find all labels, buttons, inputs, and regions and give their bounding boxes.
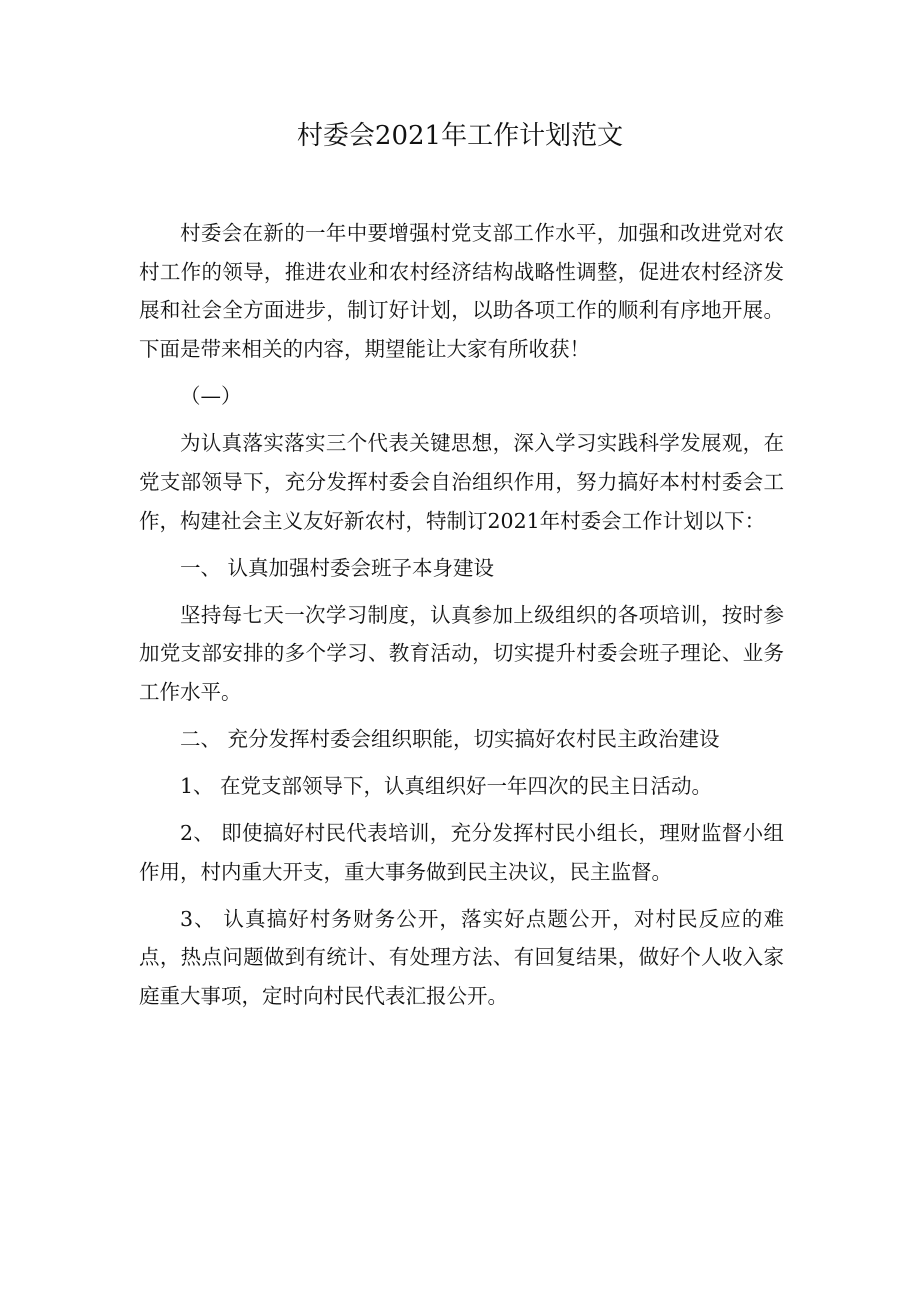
heading-section-one: 一、 认真加强村委会班子本身建设: [180, 555, 495, 580]
heading-section-two: 二、 充分发挥村委会组织职能，切实搞好农村民主政治建设: [180, 726, 720, 751]
list-item-3: 3、 认真搞好村务财务公开，落实好点题公开，对村民反应的难点，热点问题做到有统计、有处理方法、有回复结果，做好个人收入家庭重大事项，定时向村民代表汇报公开。: [139, 906, 784, 1009]
paragraph-purpose: 为认真落实落实三个代表关键思想，深入学习实践科学发展观，在党支部领导下，充分发挥村委会自治组织作用，努力搞好本村村委会工作，构建社会主义友好新农村，特制订2021年村委会工作计划以下：: [139, 431, 784, 533]
paragraph-study-system: 坚持每七天一次学习制度，认真参加上级组织的各项培训，按时参加党支部安排的多个学习、教育活动，切实提升村委会班子理论、业务工作水平。: [139, 602, 784, 704]
document-title: 村委会2021年工作计划范文: [296, 121, 624, 151]
document-body: [139, 214, 784, 1024]
list-item-2: 2、 即使搞好村民代表培训，充分发挥村民小组长，理财监督小组作用，村内重大开支，重大事务做到民主决议，民主监督。: [139, 820, 784, 884]
list-item-1: 1、 在党支部领导下，认真组织好一年四次的民主日活动。: [180, 773, 713, 798]
paragraph-section-marker: （—）: [180, 384, 242, 409]
paragraph-intro: 村委会在新的一年中要增强村党支部工作水平，加强和改进党对农村工作的领导，推进农业和农村经济结构战略性调整，促进农村经济发展和社会全方面进步，制订好计划，以助各项工作的顺利有序地开展。下面是带来相关的内容，期望能让大家有所收获！: [139, 221, 784, 362]
